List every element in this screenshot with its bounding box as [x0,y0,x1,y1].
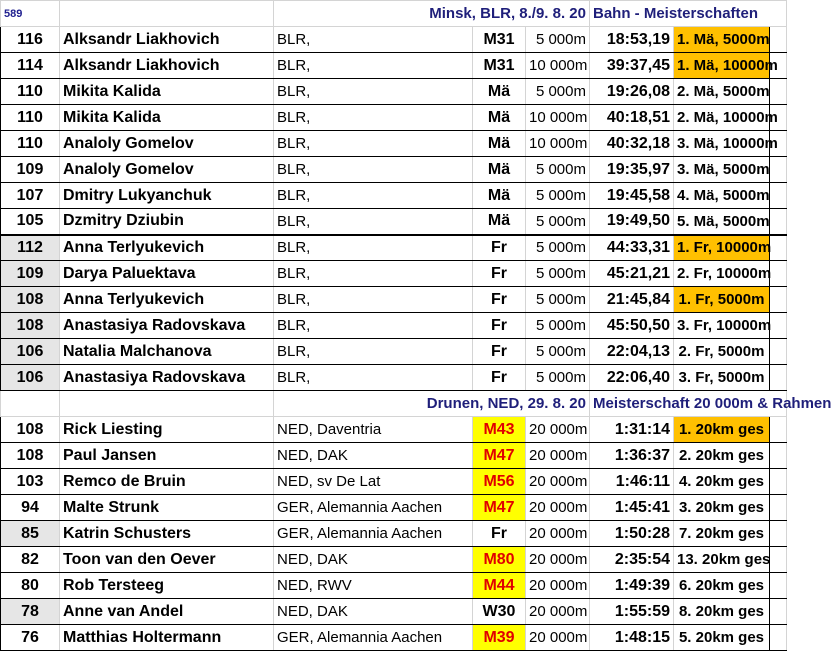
empty-cell[interactable] [770,469,787,495]
category-cell[interactable]: M43 [473,417,526,443]
placement-cell[interactable]: 1. Fr, 5000m [674,287,770,313]
points-cell[interactable]: 110 [1,105,60,131]
points-cell[interactable]: 103 [1,469,60,495]
result-row [1,417,787,443]
empty-cell[interactable] [770,573,787,599]
distance-cell[interactable]: 5 000m [526,235,590,261]
placement-cell[interactable]: 3. Mä, 10000m [674,131,770,157]
result-row [1,339,787,365]
time-cell[interactable]: 40:32,18 [590,131,674,157]
empty-cell[interactable] [770,625,787,651]
athlete-name-cell[interactable]: Alksandr Liakhovich [60,27,274,53]
category-cell[interactable]: Mä [473,105,526,131]
section-header [1,391,787,417]
points-cell[interactable]: 112 [1,235,60,261]
section-meet: Meisterschaft 20 000m & Rahmen [590,391,787,417]
club-cell[interactable]: BLR, [274,79,473,105]
empty-cell[interactable] [770,157,787,183]
empty-cell[interactable] [770,443,787,469]
empty-cell[interactable] [770,235,787,261]
time-cell[interactable]: 19:35,97 [590,157,674,183]
club-cell[interactable]: BLR, [274,261,473,287]
athlete-name-cell[interactable]: Dmitry Lukyanchuk [60,183,274,209]
placement-cell[interactable]: 1. Mä, 5000m [674,27,770,53]
athlete-name-cell[interactable]: Natalia Malchanova [60,339,274,365]
placement-cell[interactable]: 6. 20km ges [674,573,770,599]
sheet-body [1,1,831,651]
placement-cell[interactable]: 3. Fr, 5000m [674,365,770,391]
athlete-name-cell[interactable]: Paul Jansen [60,443,274,469]
result-row [1,599,787,625]
placement-cell[interactable]: 4. Mä, 5000m [674,183,770,209]
result-row [1,443,787,469]
category-cell[interactable]: W30 [473,599,526,625]
distance-cell[interactable]: 20 000m [526,443,590,469]
time-cell[interactable]: 19:45,58 [590,183,674,209]
empty-cell[interactable] [770,183,787,209]
time-cell[interactable]: 1:36:37 [590,443,674,469]
distance-cell[interactable]: 5 000m [526,79,590,105]
result-row [1,521,787,547]
athlete-name-cell[interactable]: Anna Terlyukevich [60,287,274,313]
points-cell[interactable]: 109 [1,157,60,183]
category-cell[interactable]: Mä [473,183,526,209]
category-cell[interactable]: Mä [473,131,526,157]
placement-cell[interactable]: 3. 20km ges [674,495,770,521]
time-cell[interactable]: 45:50,50 [590,313,674,339]
club-cell[interactable]: NED, DAK [274,443,473,469]
category-cell[interactable]: Fr [473,313,526,339]
time-cell[interactable]: 19:49,50 [590,209,674,235]
points-cell[interactable]: 80 [1,573,60,599]
points-cell[interactable]: 85 [1,521,60,547]
athlete-name-cell[interactable]: Toon van den Oever [60,547,274,573]
points-cell[interactable]: 116 [1,27,60,53]
category-cell[interactable]: Fr [473,235,526,261]
result-row [1,469,787,495]
placement-cell[interactable]: 8. 20km ges [674,599,770,625]
time-cell[interactable]: 44:33,31 [590,235,674,261]
club-cell[interactable]: BLR, [274,287,473,313]
placement-cell[interactable]: 2. Mä, 10000m [674,105,770,131]
result-row [1,495,787,521]
blank-cell [60,391,274,417]
category-cell[interactable]: M47 [473,495,526,521]
athlete-name-cell[interactable]: Anastasiya Radovskava [60,365,274,391]
category-cell[interactable]: Fr [473,521,526,547]
placement-cell[interactable]: 7. 20km ges [674,521,770,547]
points-cell[interactable]: 94 [1,495,60,521]
club-cell[interactable]: BLR, [274,183,473,209]
club-cell[interactable]: GER, Alemannia Aachen [274,521,473,547]
distance-cell[interactable]: 10 000m [526,131,590,157]
section-header [1,1,787,27]
empty-cell[interactable] [770,417,787,443]
empty-cell[interactable] [770,365,787,391]
points-cell[interactable]: 108 [1,417,60,443]
placement-cell[interactable]: 1. 20km ges [674,417,770,443]
distance-cell[interactable]: 20 000m [526,417,590,443]
distance-cell[interactable]: 20 000m [526,625,590,651]
club-cell[interactable]: NED, DAK [274,547,473,573]
category-cell[interactable]: M39 [473,625,526,651]
result-row [1,235,787,261]
time-cell[interactable]: 45:21,21 [590,261,674,287]
time-cell[interactable]: 22:06,40 [590,365,674,391]
category-cell[interactable]: Fr [473,365,526,391]
distance-cell[interactable]: 5 000m [526,157,590,183]
time-cell[interactable]: 1:31:14 [590,417,674,443]
points-cell[interactable]: 110 [1,131,60,157]
distance-cell[interactable]: 20 000m [526,573,590,599]
club-cell[interactable]: BLR, [274,27,473,53]
result-row [1,625,787,651]
placement-cell[interactable]: 2. Mä, 5000m [674,79,770,105]
club-cell[interactable]: BLR, [274,105,473,131]
category-cell[interactable]: Fr [473,339,526,365]
section-venue: Minsk, BLR, 8./9. 8. 20 [274,1,590,27]
distance-cell[interactable]: 10 000m [526,53,590,79]
club-cell[interactable]: BLR, [274,157,473,183]
athlete-name-cell[interactable]: Analoly Gomelov [60,157,274,183]
distance-cell[interactable]: 5 000m [526,183,590,209]
sheet-number: 589 [1,1,60,27]
result-row [1,53,787,79]
athlete-name-cell[interactable]: Katrin Schusters [60,521,274,547]
points-cell[interactable]: 78 [1,599,60,625]
time-cell[interactable]: 1:48:15 [590,625,674,651]
distance-cell[interactable]: 5 000m [526,365,590,391]
time-cell[interactable]: 22:04,13 [590,339,674,365]
empty-cell[interactable] [770,287,787,313]
athlete-name-cell[interactable]: Dzmitry Dziubin [60,209,274,235]
distance-cell[interactable]: 20 000m [526,521,590,547]
time-cell[interactable]: 1:55:59 [590,599,674,625]
time-cell[interactable]: 19:26,08 [590,79,674,105]
placement-cell[interactable]: 2. 20km ges [674,443,770,469]
athlete-name-cell[interactable]: Matthias Holtermann [60,625,274,651]
time-cell[interactable]: 1:45:41 [590,495,674,521]
result-row [1,27,787,53]
placement-cell[interactable]: 3. Mä, 5000m [674,157,770,183]
result-row [1,105,787,131]
placement-cell[interactable]: 5. Mä, 5000m [674,209,770,235]
points-cell[interactable]: 76 [1,625,60,651]
result-row [1,365,787,391]
placement-cell[interactable]: 3. Fr, 10000m [674,313,770,339]
points-cell[interactable]: 105 [1,209,60,235]
result-row [1,287,787,313]
category-cell[interactable]: Mä [473,79,526,105]
distance-cell[interactable]: 10 000m [526,105,590,131]
distance-cell[interactable]: 5 000m [526,339,590,365]
section-venue: Drunen, NED, 29. 8. 20 [274,391,590,417]
points-cell[interactable]: 108 [1,287,60,313]
points-cell[interactable]: 106 [1,339,60,365]
placement-cell[interactable]: 4. 20km ges [674,469,770,495]
placement-cell[interactable]: 1. Mä, 10000m [674,53,770,79]
points-cell[interactable]: 108 [1,313,60,339]
category-cell[interactable]: Mä [473,157,526,183]
club-cell[interactable]: BLR, [274,339,473,365]
club-cell[interactable]: BLR, [274,365,473,391]
distance-cell[interactable]: 20 000m [526,547,590,573]
empty-cell[interactable] [770,547,787,573]
category-cell[interactable]: M31 [473,27,526,53]
club-cell[interactable]: GER, Alemannia Aachen [274,495,473,521]
time-cell[interactable]: 2:35:54 [590,547,674,573]
time-cell[interactable]: 18:53,19 [590,27,674,53]
placement-cell[interactable]: 5. 20km ges [674,625,770,651]
club-cell[interactable]: BLR, [274,235,473,261]
distance-cell[interactable]: 5 000m [526,209,590,235]
empty-cell[interactable] [770,599,787,625]
points-cell[interactable]: 106 [1,365,60,391]
club-cell[interactable]: BLR, [274,313,473,339]
section-meet: Bahn - Meisterschaften [590,1,787,27]
distance-cell[interactable]: 5 000m [526,27,590,53]
empty-cell[interactable] [770,27,787,53]
sheet-number [1,391,60,417]
blank-cell [60,1,274,27]
club-cell[interactable]: GER, Alemannia Aachen [274,625,473,651]
category-cell[interactable]: M56 [473,469,526,495]
distance-cell[interactable]: 5 000m [526,287,590,313]
placement-cell[interactable]: 1. Fr, 10000m [674,235,770,261]
club-cell[interactable]: NED, DAK [274,599,473,625]
result-row [1,209,787,235]
athlete-name-cell[interactable]: Anne van Andel [60,599,274,625]
category-cell[interactable]: Fr [473,287,526,313]
time-cell[interactable]: 1:49:39 [590,573,674,599]
placement-cell[interactable]: 2. Fr, 10000m [674,261,770,287]
distance-cell[interactable]: 20 000m [526,599,590,625]
result-row [1,313,787,339]
points-cell[interactable]: 114 [1,53,60,79]
placement-cell[interactable]: 2. Fr, 5000m [674,339,770,365]
points-cell[interactable]: 82 [1,547,60,573]
athlete-name-cell[interactable]: Mikita Kalida [60,105,274,131]
empty-cell[interactable] [770,79,787,105]
placement-cell[interactable]: 13. 20km ges [674,547,770,573]
athlete-name-cell[interactable]: Anastasiya Radovskava [60,313,274,339]
distance-cell[interactable]: 5 000m [526,313,590,339]
result-row [1,131,787,157]
empty-cell[interactable] [770,209,787,235]
category-cell[interactable]: Mä [473,209,526,235]
result-row [1,261,787,287]
time-cell[interactable]: 21:45,84 [590,287,674,313]
result-row [1,157,787,183]
category-cell[interactable]: M31 [473,53,526,79]
category-cell[interactable]: Fr [473,261,526,287]
category-cell[interactable]: M44 [473,573,526,599]
distance-cell[interactable]: 20 000m [526,495,590,521]
athlete-name-cell[interactable]: Alksandr Liakhovich [60,53,274,79]
empty-cell[interactable] [770,313,787,339]
category-cell[interactable]: M80 [473,547,526,573]
empty-cell[interactable] [770,521,787,547]
empty-cell[interactable] [770,261,787,287]
points-cell[interactable]: 108 [1,443,60,469]
athlete-name-cell[interactable]: Rick Liesting [60,417,274,443]
time-cell[interactable]: 39:37,45 [590,53,674,79]
time-cell[interactable]: 1:46:11 [590,469,674,495]
club-cell[interactable]: BLR, [274,131,473,157]
athlete-name-cell[interactable]: Remco de Bruin [60,469,274,495]
club-cell[interactable]: BLR, [274,53,473,79]
result-row [1,547,787,573]
athlete-name-cell[interactable]: Analoly Gomelov [60,131,274,157]
athlete-name-cell[interactable]: Malte Strunk [60,495,274,521]
empty-cell[interactable] [770,495,787,521]
athlete-name-cell[interactable]: Rob Tersteeg [60,573,274,599]
club-cell[interactable]: BLR, [274,209,473,235]
empty-cell[interactable] [770,339,787,365]
athlete-name-cell[interactable]: Mikita Kalida [60,79,274,105]
club-cell[interactable]: NED, RWV [274,573,473,599]
club-cell[interactable]: NED, sv De Lat [274,469,473,495]
points-cell[interactable]: 107 [1,183,60,209]
category-cell[interactable]: M47 [473,443,526,469]
distance-cell[interactable]: 5 000m [526,261,590,287]
time-cell[interactable]: 40:18,51 [590,105,674,131]
athlete-name-cell[interactable]: Anna Terlyukevich [60,235,274,261]
time-cell[interactable]: 1:50:28 [590,521,674,547]
points-cell[interactable]: 109 [1,261,60,287]
distance-cell[interactable]: 20 000m [526,469,590,495]
points-cell[interactable]: 110 [1,79,60,105]
result-row [1,183,787,209]
result-row [1,573,787,599]
club-cell[interactable]: NED, Daventria [274,417,473,443]
result-row [1,79,787,105]
athlete-name-cell[interactable]: Darya Paluektava [60,261,274,287]
